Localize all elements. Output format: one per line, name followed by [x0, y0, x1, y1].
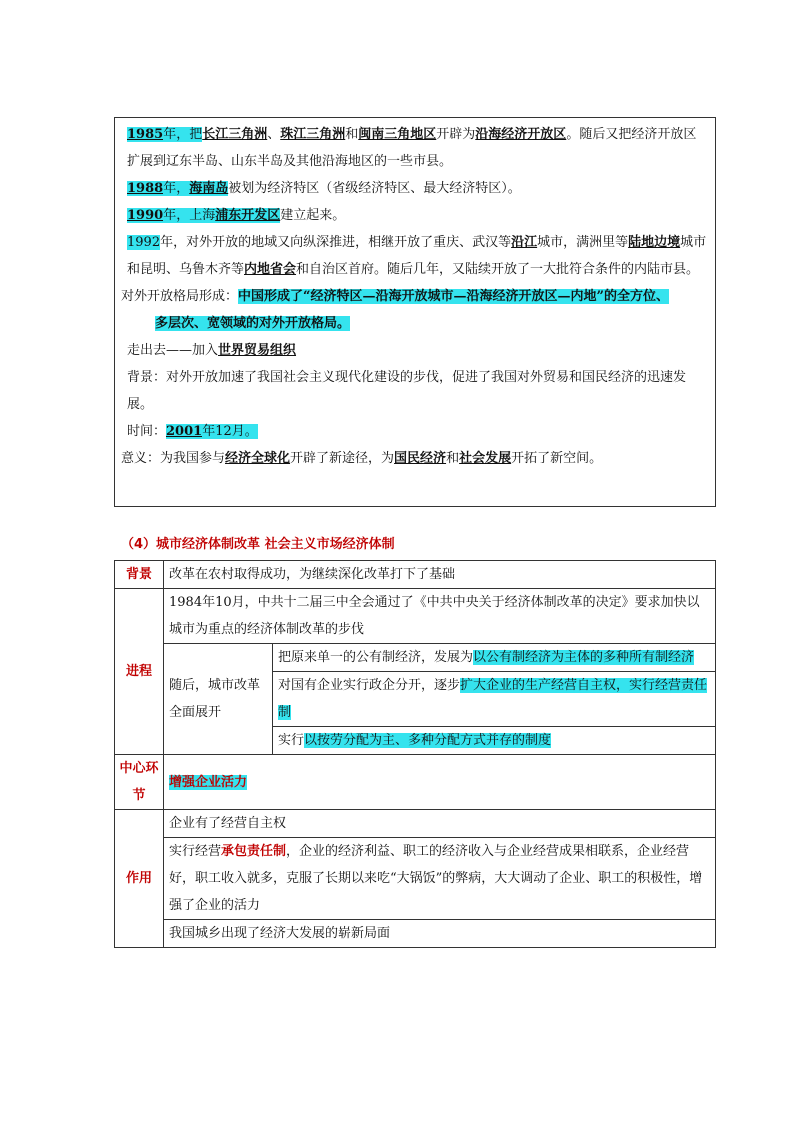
urban-reform-table: [114, 560, 716, 948]
table-row: [115, 838, 716, 920]
progress-item-1: 把原来单一的公有制经济，发展为以公有制经济为主体的多种所有制经济: [273, 644, 716, 672]
progress-sub: 随后，城市改革全面展开: [164, 644, 273, 755]
center-text: 增强企业活力: [164, 755, 716, 810]
background-text: 改革在农村取得成功，为继续深化改革打下了基础: [164, 561, 716, 589]
para-1990: 1990年，上海浦东开发区建立起来。: [127, 208, 346, 223]
section-title: （4）城市经济体制改革 社会主义市场经济体制: [121, 537, 395, 552]
label-center: 中心环节: [115, 755, 164, 810]
table-row: [115, 644, 716, 672]
para-background: 背景：对外开放加速了我国社会主义现代化建设的步伐，促进了我国对外贸易和国民经济的迅速发展。: [127, 370, 687, 412]
effect-item-3: 我国城乡出现了经济大发展的崭新局面: [164, 920, 716, 948]
table-row: [115, 561, 716, 589]
table-row: [115, 920, 716, 948]
para-wto: 走出去——加入世界贸易组织: [127, 343, 297, 358]
para-time: 时间：2001年12月。: [127, 424, 258, 439]
para-significance: 意义：为我国参与经济全球化开辟了新途径，为国民经济和社会发展开拓了新空间。: [121, 451, 603, 466]
progress-item-2: 对国有企业实行政企分开，逐步扩大企业的生产经营自主权，实行经营责任制: [273, 672, 716, 727]
table-row: [115, 755, 716, 810]
opening-up-box: [114, 117, 716, 507]
para-1988: 1988年，海南岛被划为经济特区（省级经济特区、最大经济特区）。: [127, 181, 521, 196]
effect-item-1: 企业有了经营自主权: [164, 810, 716, 838]
effect-item-2: 实行经营承包责任制，企业的经济利益、职工的经济收入与企业经营成果相联系，企业经营好，职工收入就多，克服了长期以来吃“大锅饭”的弊病，大大调动了企业、职工的积极性，增强了企业的活力: [164, 838, 716, 920]
progress-text: 1984年10月，中共十二届三中全会通过了《中共中央关于经济体制改革的决定》要求加快以城市为重点的经济体制改革的步伐: [164, 589, 716, 644]
label-effect: 作用: [115, 810, 164, 948]
para-1992: 1992年，对外开放的地域又向纵深推进，相继开放了重庆、武汉等沿江城市，满洲里等陆地边境城市和昆明、乌鲁木齐等内地省会和自治区首府。随后几年，又陆续开放了一大批符合条件的内陆市县。: [127, 235, 707, 277]
para-pattern-cont: 多层次、宽领域的对外开放格局。: [155, 316, 351, 331]
table-row: [115, 589, 716, 644]
label-progress: 进程: [115, 589, 164, 755]
para-pattern: 对外开放格局形成：中国形成了“经济特区—沿海开放城市—沿海经济开放区—内地”的全方位、: [121, 289, 669, 304]
table-row: [115, 810, 716, 838]
para-1985: 1985年，把长江三角洲、珠江三角洲和闽南三角地区开辟为沿海经济开放区。随后又把经济开放区扩展到辽东半岛、山东半岛及其他沿海地区的一些市县。: [127, 127, 697, 169]
label-background: 背景: [115, 561, 164, 589]
progress-item-3: 实行以按劳分配为主、多种分配方式并存的制度: [273, 727, 716, 755]
